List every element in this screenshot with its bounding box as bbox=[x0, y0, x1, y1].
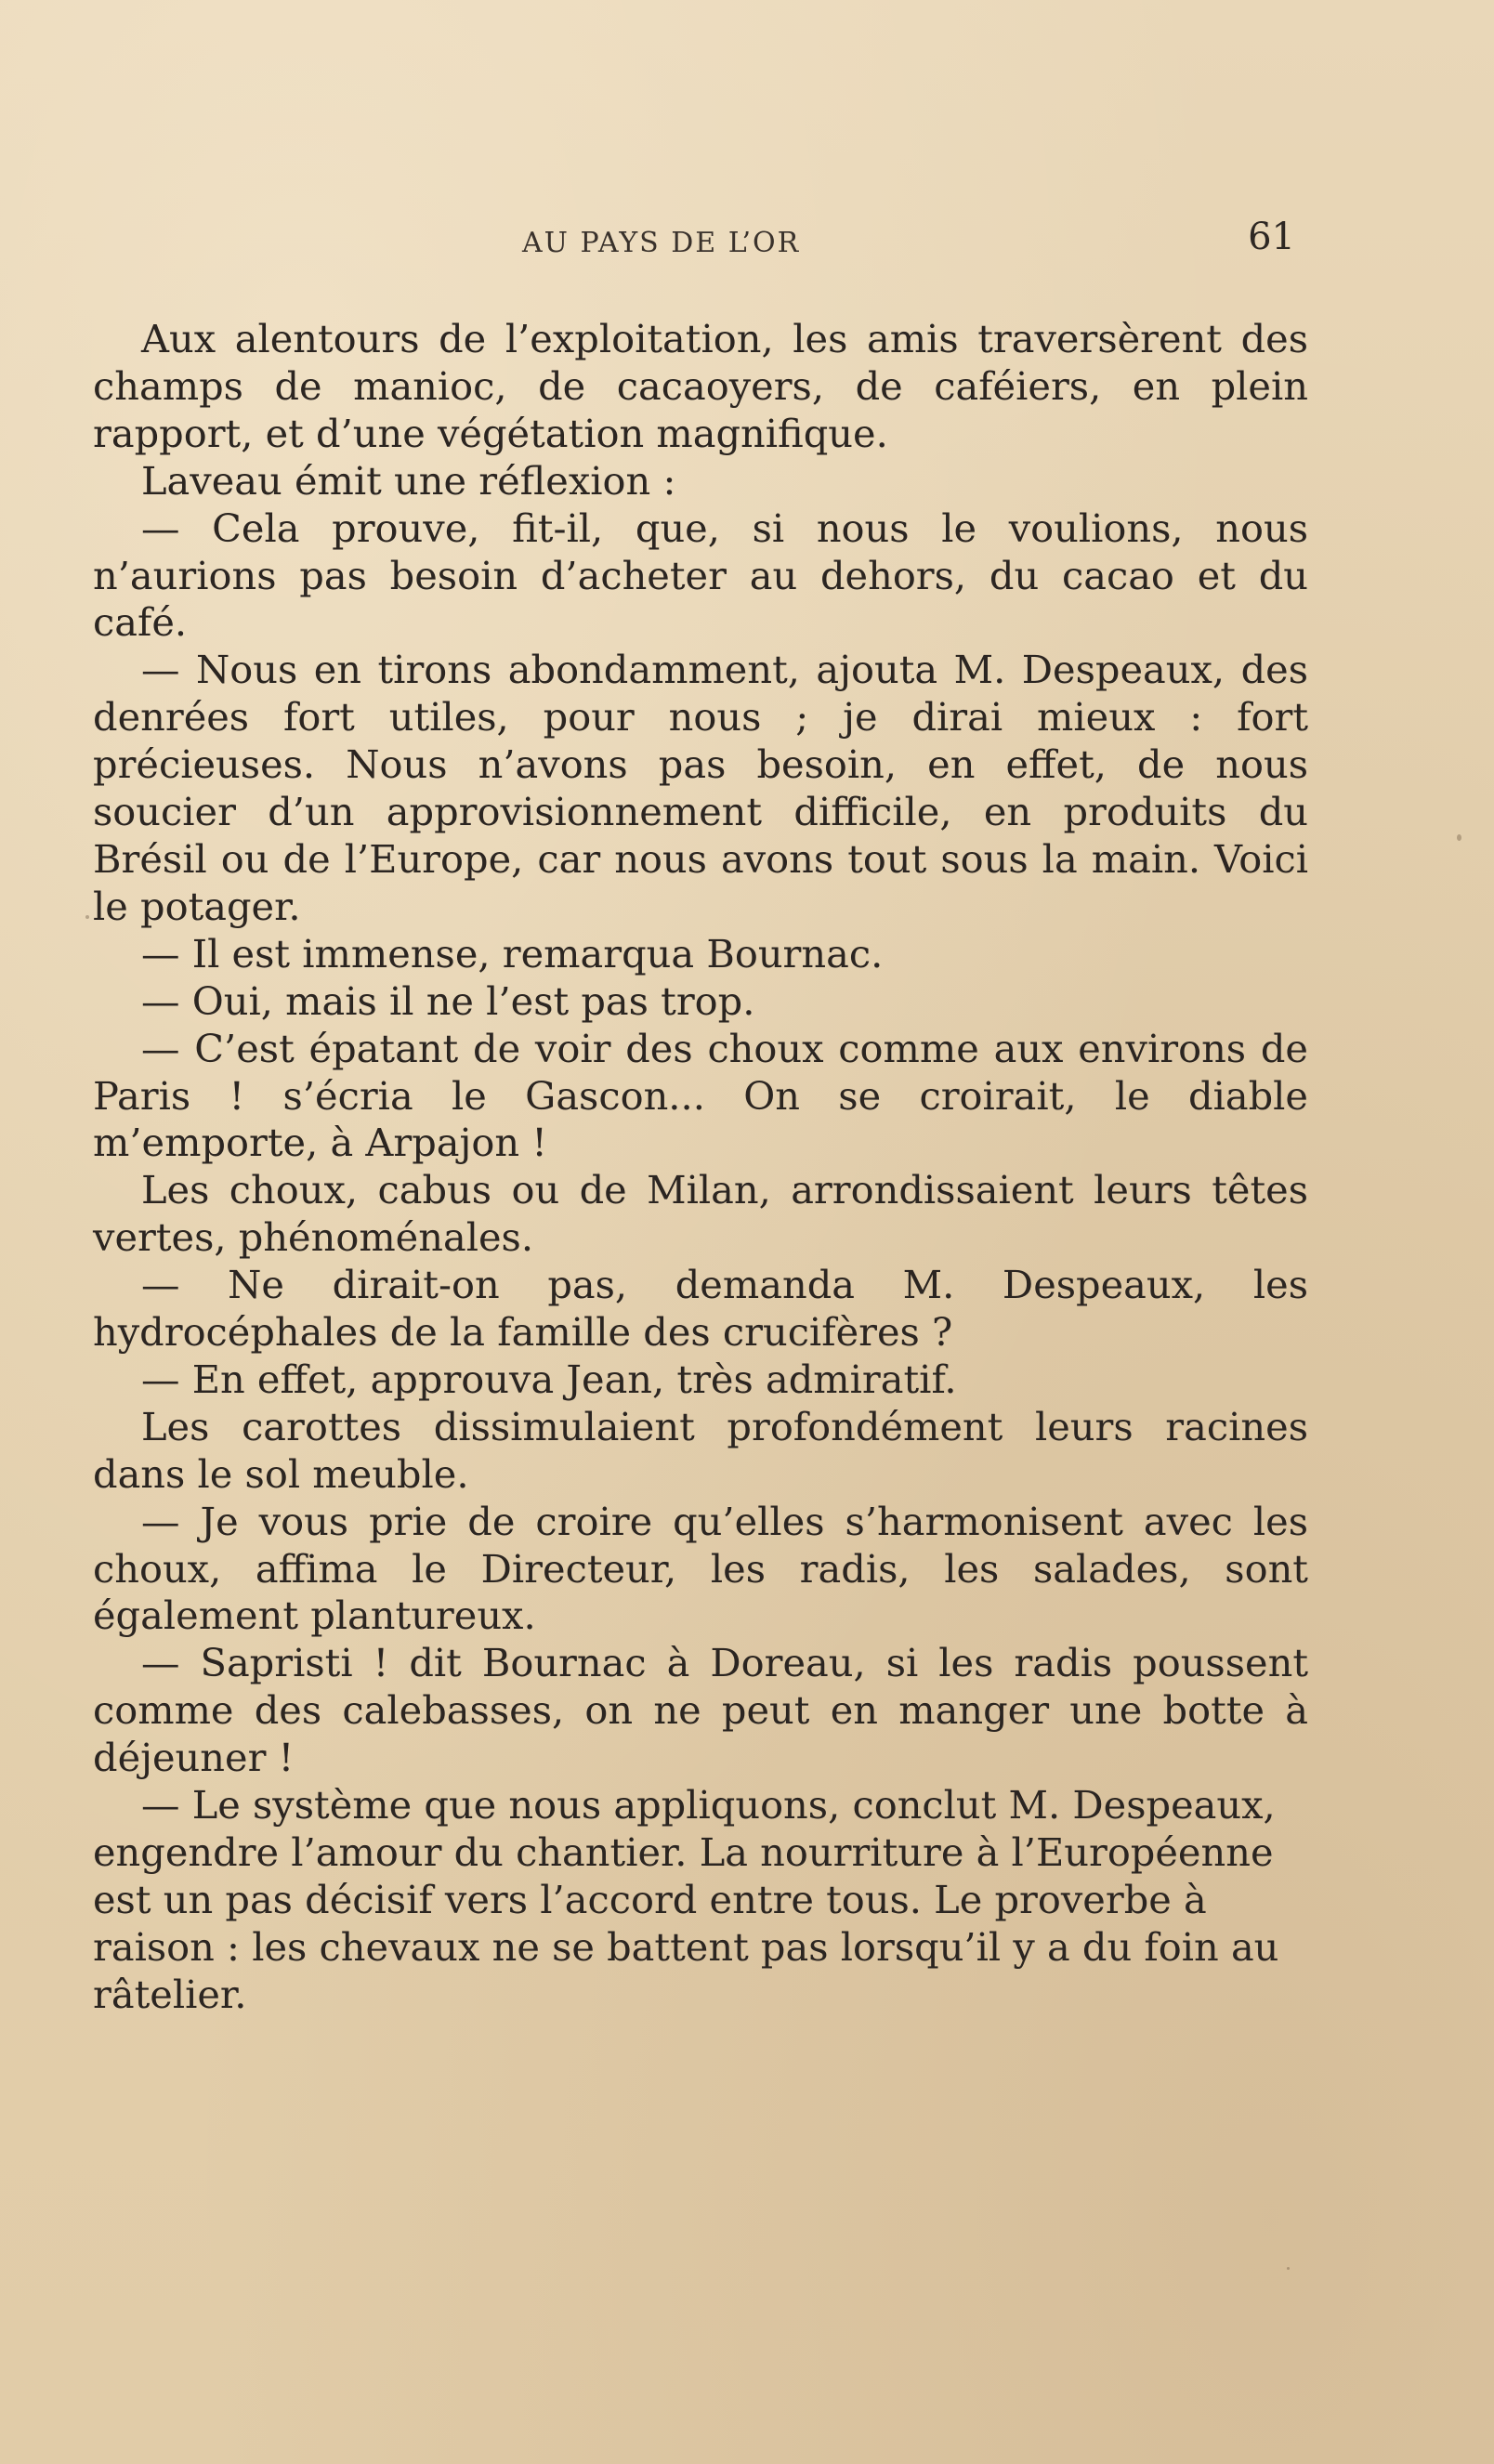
paragraph: — Il est immense, remarqua Bournac. bbox=[141, 930, 884, 976]
paragraph: — Sapristi ! dit Bournac à Doreau, si les radis poussent comme des calebasses, on ne peut en manger une botte à déjeuner ! bbox=[93, 1640, 1308, 1781]
page-number: 61 bbox=[1248, 216, 1295, 258]
paper-speck bbox=[1287, 2267, 1290, 2270]
body-text bbox=[93, 316, 1308, 2019]
paragraph: — Nous en tirons abondamment, ajouta M. Despeaux, des denrées fort utiles, pour nous ; je dirai mieux : fort précieuses. Nous n’avons pas besoin, en effet, de nous soucier d’un approvisionnement difficile, en produits du Brésil ou de l’Europe, car nous avons tout sous la main. Voici le potager. bbox=[93, 647, 1308, 929]
page-header bbox=[93, 216, 1301, 281]
paragraph: — Ne dirait-on pas, demanda M. Despeaux, les hydrocéphales de la famille des crucifères ? bbox=[93, 1262, 1308, 1356]
paragraph: Aux alentours de l’exploitation, les amis traversèrent des champs de manioc, de cacaoyers, de caféiers, en plein rapport, et d’une végétation magnifique. bbox=[93, 316, 1308, 456]
paragraph: Laveau émit une réflexion : bbox=[141, 457, 676, 504]
paragraph: — Je vous prie de croire qu’elles s’harmonisent avec les choux, affima le Directeur, les radis, les salades, sont également plantureux. bbox=[93, 1498, 1308, 1639]
running-title: AU PAYS DE L’OR bbox=[522, 227, 801, 259]
paper-speck bbox=[1457, 834, 1461, 841]
paragraph: — C’est épatant de voir des choux comme aux environs de Paris ! s’écria le Gascon... On se croirait, le diable m’emporte, à Arpajon ! bbox=[93, 1025, 1308, 1166]
paragraph: Les choux, cabus ou de Milan, arrondissaient leurs têtes vertes, phénoménales. bbox=[93, 1167, 1308, 1261]
paper-speck bbox=[85, 915, 89, 919]
paragraph: — En effet, approuva Jean, très admiratif. bbox=[141, 1356, 957, 1402]
paragraph: Les carottes dissimulaient profondément leurs racines dans le sol meuble. bbox=[93, 1403, 1308, 1497]
paragraph: — Oui, mais il ne l’est pas trop. bbox=[141, 977, 755, 1024]
paragraph: — Le système que nous appliquons, conclut M. Despeaux, engendre l’amour du chantier. La nourriture à l’Européenne est un pas décisif vers l’accord entre tous. Le proverbe à raison : les chevaux ne se battent pas lorsqu’il y a du foin au râtelier. bbox=[93, 1782, 1279, 2017]
paragraph: — Cela prouve, fit-il, que, si nous le voulions, nous n’aurions pas besoin d’acheter au dehors, du cacao et du café. bbox=[93, 505, 1308, 646]
